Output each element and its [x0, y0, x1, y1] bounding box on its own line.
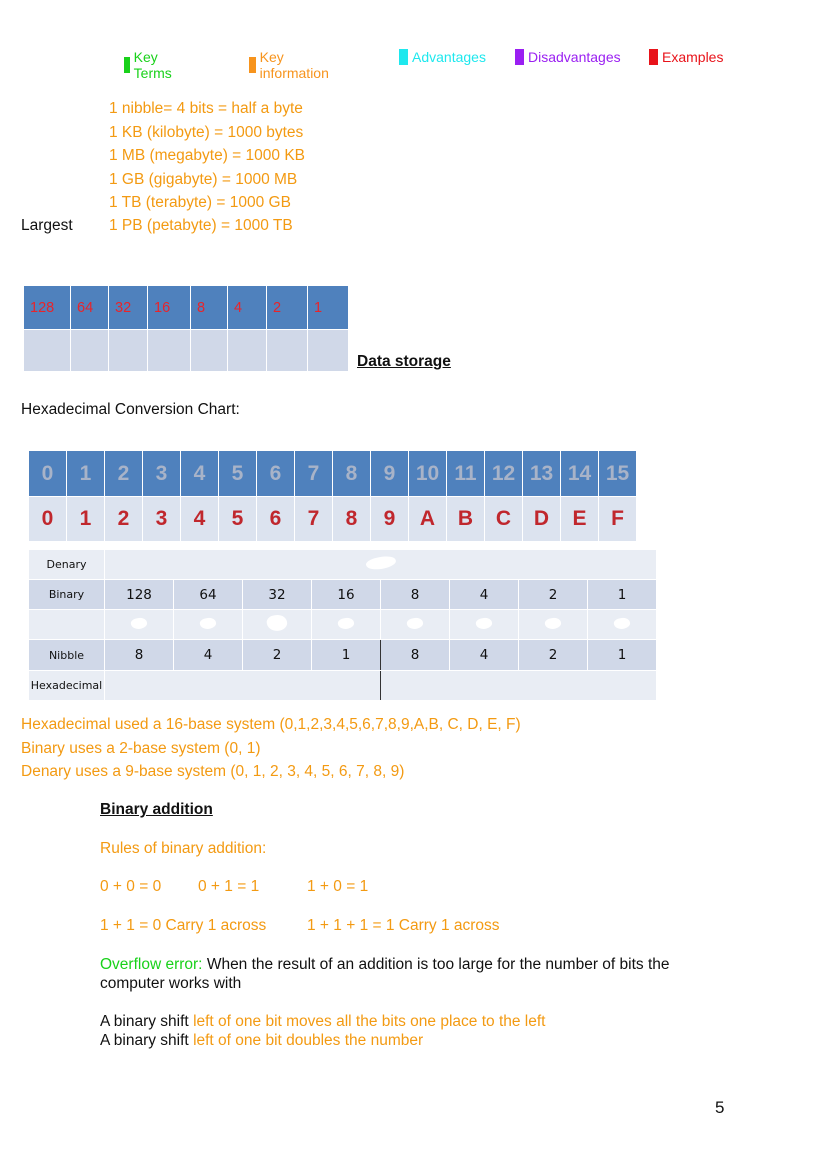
binary-cell: 32: [243, 580, 312, 610]
hex-nibble-cell-high: [105, 671, 381, 701]
bit-empty-cell: [109, 330, 148, 372]
bit-cell: 2: [267, 286, 308, 330]
hex-denary-cell: 11: [447, 451, 485, 497]
shift-line-1: [100, 1013, 545, 1031]
hex-digit-cell: C: [485, 497, 523, 542]
legend-key-terms: [124, 49, 175, 81]
rule-0-plus-0: 0 + 0 = 0: [100, 878, 162, 895]
binary-cell: 4: [450, 580, 519, 610]
bit-empty-cell: [267, 330, 308, 372]
largest-label: Largest: [21, 217, 73, 234]
bit-cell: 128: [24, 286, 71, 330]
advantages-swatch: [399, 49, 408, 65]
bit-cell: 4: [228, 286, 267, 330]
shift-prefix: A binary shift: [100, 1032, 189, 1049]
nibble-cell: 8: [105, 640, 174, 671]
hex-denary-cell: 0: [29, 451, 67, 497]
hex-digit-cell: F: [599, 497, 637, 542]
hex-digit-cell: B: [447, 497, 485, 542]
bit-cell: [519, 610, 588, 640]
hex-conversion-table: [28, 450, 637, 542]
legend-label: Advantages: [412, 49, 486, 65]
erased-mark: [613, 616, 631, 630]
legend-disadvantages: [515, 49, 621, 65]
hex-denary-cell: 7: [295, 451, 333, 497]
hex-denary-cell: 15: [599, 451, 637, 497]
bit-empty-cell: [24, 330, 71, 372]
denary-value-cell: [105, 550, 657, 580]
hex-denary-cell: 6: [257, 451, 295, 497]
hex-digit-cell: 1: [67, 497, 105, 542]
erased-mark: [337, 616, 355, 630]
legend-key-information: [249, 49, 331, 81]
erased-mark: [199, 616, 217, 630]
hex-digit-cell: 3: [143, 497, 181, 542]
bit-cell: [381, 610, 450, 640]
hex-denary-cell: 9: [371, 451, 409, 497]
bit-empty-cell: [148, 330, 191, 372]
hex-digit-cell: 2: [105, 497, 143, 542]
binary-cell: 2: [519, 580, 588, 610]
unit-megabyte: 1 MB (megabyte) = 1000 KB: [109, 147, 306, 164]
bit-cell: [588, 610, 657, 640]
unit-gigabyte: 1 GB (gigabyte) = 1000 MB: [109, 171, 298, 188]
rule-1-plus-0: 1 + 0 = 1: [307, 878, 369, 895]
shift-prefix: A binary shift: [100, 1013, 189, 1030]
key-terms-swatch: [124, 57, 130, 73]
legend-label: Examples: [662, 49, 724, 65]
rules-title: Rules of binary addition:: [100, 840, 267, 857]
overflow-text: When the result of an addition is too large for the number of bits the: [206, 956, 670, 973]
bit-value-table: [23, 285, 349, 372]
legend-label: Key information: [259, 49, 329, 81]
unit-nibble: 1 nibble= 4 bits = half a byte: [109, 100, 303, 117]
binary-cell: 64: [174, 580, 243, 610]
hex-denary-cell: 1: [67, 451, 105, 497]
page-number: 5: [715, 1098, 725, 1117]
overflow-text-cont: computer works with: [100, 975, 242, 992]
examples-swatch: [649, 49, 658, 65]
nibble-label: Nibble: [29, 640, 105, 671]
bit-cell: [450, 610, 519, 640]
erased-mark: [475, 616, 493, 630]
bit-cell: [105, 610, 174, 640]
unit-terabyte: 1 TB (terabyte) = 1000 GB: [109, 194, 291, 211]
bit-empty-cell: [308, 330, 349, 372]
bit-cell: [174, 610, 243, 640]
binary-label: Binary: [29, 580, 105, 610]
hex-denary-cell: 12: [485, 451, 523, 497]
hex-denary-cell: 5: [219, 451, 257, 497]
hex-denary-cell: 10: [409, 451, 447, 497]
hex-digit-cell: D: [523, 497, 561, 542]
bit-cell: [243, 610, 312, 640]
legend-label: Key Terms: [133, 49, 172, 81]
bit-cell: [312, 610, 381, 640]
hex-denary-cell: 8: [333, 451, 371, 497]
nibble-cell: 1: [312, 640, 381, 671]
binary-conversion-table: [28, 549, 657, 701]
base-hexadecimal: Hexadecimal used a 16-base system (0,1,2,3,4,5,6,7,8,9,A,B, C, D, E, F): [21, 716, 521, 733]
shift-text: left of one bit moves all the bits one place to the left: [193, 1013, 546, 1030]
binary-cell: 128: [105, 580, 174, 610]
legend-advantages: [399, 49, 486, 65]
hex-digit-cell: 6: [257, 497, 295, 542]
nibble-cell: 2: [243, 640, 312, 671]
binary-addition-title: Binary addition: [100, 801, 213, 818]
hex-digit-cell: 5: [219, 497, 257, 542]
hex-digit-cell: 0: [29, 497, 67, 542]
legend-examples: [649, 49, 723, 65]
hex-digit-cell: 4: [181, 497, 219, 542]
shift-line-2: [100, 1032, 423, 1050]
hex-denary-cell: 4: [181, 451, 219, 497]
hex-nibble-cell-low: [381, 671, 657, 701]
unit-petabyte: 1 PB (petabyte) = 1000 TB: [109, 217, 293, 234]
erased-mark: [406, 616, 424, 630]
binary-cell: 1: [588, 580, 657, 610]
rule-1-plus-1-plus-1: 1 + 1 + 1 = 1 Carry 1 across: [307, 917, 500, 934]
base-denary: Denary uses a 9-base system (0, 1, 2, 3, 4, 5, 6, 7, 8, 9): [21, 763, 405, 780]
erased-mark: [365, 554, 397, 572]
nibble-cell: 8: [381, 640, 450, 671]
hex-chart-title: Hexadecimal Conversion Chart:: [21, 401, 240, 418]
hex-digit-cell: 7: [295, 497, 333, 542]
overflow-term: Overflow error:: [100, 956, 203, 973]
bit-cell: 64: [71, 286, 109, 330]
denary-label: Denary: [29, 550, 105, 580]
bit-cell: 32: [109, 286, 148, 330]
binary-cell: 16: [312, 580, 381, 610]
rule-0-plus-1: 0 + 1 = 1: [198, 878, 260, 895]
bit-empty-cell: [228, 330, 267, 372]
bit-cell: 1: [308, 286, 349, 330]
base-binary: Binary uses a 2-base system (0, 1): [21, 740, 261, 757]
legend-label: Disadvantages: [528, 49, 621, 65]
erased-mark: [266, 613, 289, 633]
key-information-swatch: [249, 57, 256, 73]
hex-denary-cell: 13: [523, 451, 561, 497]
erased-mark: [130, 616, 148, 630]
nibble-cell: 4: [174, 640, 243, 671]
hex-digit-cell: 8: [333, 497, 371, 542]
nibble-cell: 1: [588, 640, 657, 671]
hex-digit-cell: 9: [371, 497, 409, 542]
shift-text: left of one bit doubles the number: [193, 1032, 424, 1049]
bit-empty-cell: [191, 330, 228, 372]
binary-cell: 8: [381, 580, 450, 610]
data-storage-title: Data storage: [357, 353, 451, 370]
hex-digit-cell: A: [409, 497, 447, 542]
hex-denary-cell: 14: [561, 451, 599, 497]
hex-digit-cell: E: [561, 497, 599, 542]
bit-cell: 16: [148, 286, 191, 330]
rule-1-plus-1: 1 + 1 = 0 Carry 1 across: [100, 917, 267, 934]
bit-cell: 8: [191, 286, 228, 330]
hex-denary-cell: 2: [105, 451, 143, 497]
bit-empty-cell: [71, 330, 109, 372]
nibble-cell: 2: [519, 640, 588, 671]
disadvantages-swatch: [515, 49, 524, 65]
nibble-cell: 4: [450, 640, 519, 671]
hex-denary-cell: 3: [143, 451, 181, 497]
unit-kilobyte: 1 KB (kilobyte) = 1000 bytes: [109, 124, 304, 141]
overflow-definition: [100, 956, 670, 974]
bit-row-label: [29, 610, 105, 640]
hexadecimal-label: Hexadecimal: [29, 671, 105, 701]
erased-mark: [544, 616, 562, 630]
